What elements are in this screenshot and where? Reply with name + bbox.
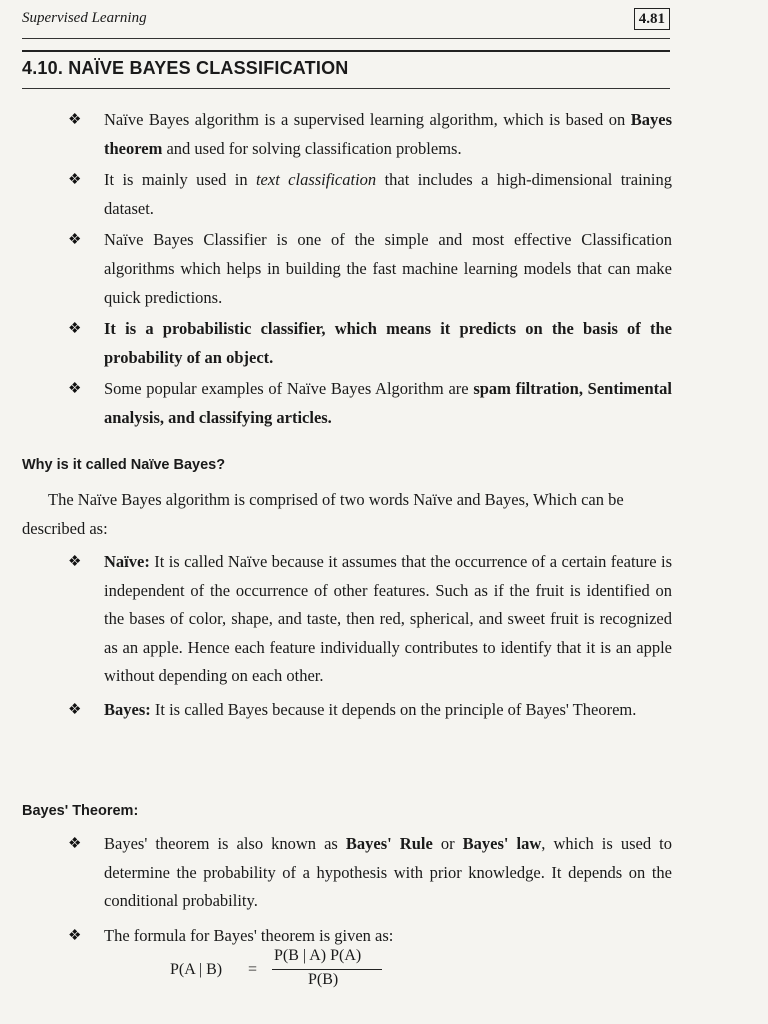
bullet-italic-text: text classification — [255, 170, 377, 190]
bullet-text: It is called Bayes because it depends on the principle of Bayes' Theorem. — [150, 699, 637, 719]
diamond-bullet-icon: ❖ — [68, 321, 82, 338]
bullet-text: , which is used to determine the probability of a hypothesis with prior knowledge. It depends on the conditional probability. — [104, 834, 672, 911]
bullet-text: Naïve Bayes Classifier is one of the simple and most effective Classification algorithms which helps in building the fast machine learning models that can make quick predictions. — [104, 230, 672, 307]
list-item — [68, 106, 672, 163]
why-heading: Why is it called Naïve Bayes? — [22, 457, 226, 473]
bullet-text: The formula for Bayes' theorem is given as: — [104, 925, 394, 945]
bayes-formula — [170, 947, 420, 997]
bullet-text: and used for solving classification problems. — [162, 138, 462, 158]
formula-lhs: P(A | B) — [170, 961, 223, 978]
bullet-bold-text: Bayes theorem — [104, 110, 672, 158]
diamond-bullet-icon: ❖ — [68, 381, 82, 398]
formula-numerator: P(B | A) P(A) — [274, 947, 362, 964]
list-item — [68, 696, 672, 725]
bullet-text: or — [432, 834, 463, 853]
why-paragraph: The Naïve Bayes algorithm is comprised of two words Naïve and Bayes, Which can be described as: — [22, 490, 624, 538]
running-header — [22, 8, 670, 32]
section-bottom-rule — [22, 88, 670, 89]
section-top-rule — [22, 50, 670, 52]
formula-denominator: P(B) — [308, 971, 339, 988]
formula-equals: = — [248, 961, 258, 978]
bullet-term: Naïve: — [104, 552, 150, 571]
fraction-bar — [272, 969, 382, 970]
bullet-text: that includes a high-dimensional training dataset. — [104, 170, 673, 218]
header-rule — [22, 38, 670, 39]
bullet-bold-text: Bayes' law — [462, 834, 542, 853]
why-bullet-list — [68, 548, 672, 725]
section-title: 4.10. NAÏVE BAYES CLASSIFICATION — [22, 58, 349, 78]
bullet-text: Some popular examples of Naïve Bayes Algorithm are — [104, 379, 474, 399]
bullet-bold-text: It is a probabilistic classifier, which means it predicts on the basis of the probability of an object. — [104, 319, 672, 367]
bullet-bold-text: Bayes' Rule — [345, 834, 433, 853]
theorem-heading: Bayes' Theorem: — [22, 803, 139, 819]
running-header-title: Supervised Learning — [22, 10, 147, 26]
diamond-bullet-icon: ❖ — [68, 232, 82, 249]
diamond-bullet-icon: ❖ — [68, 836, 82, 852]
bullet-text: It is mainly used in — [104, 170, 256, 190]
list-item — [68, 548, 672, 691]
diamond-bullet-icon: ❖ — [68, 112, 82, 128]
bullet-text: Naïve Bayes algorithm is a supervised learning algorithm, which is based on — [104, 110, 631, 129]
bullet-bold-text: spam filtration, Sentimental analysis, and classifying articles. — [104, 379, 672, 427]
bullet-text: Bayes' theorem is also known as — [104, 834, 346, 853]
diamond-bullet-icon: ❖ — [68, 172, 82, 189]
list-item — [68, 166, 672, 223]
list-item — [68, 315, 672, 372]
bullet-term: Bayes: — [104, 699, 151, 719]
diamond-bullet-icon: ❖ — [68, 701, 82, 718]
list-item — [68, 226, 672, 312]
theorem-bullet-list — [68, 830, 672, 950]
bullet-text: It is called Naïve because it assumes that the occurrence of a certain feature is independent of the occurrence of other features. Such as if the fruit is identified on the bases of color, shape, and taste, then red, spherical, and sweet fruit is recognized as an apple. Hence each feature individually contributes to identify that it is an apple without depending on each other. — [104, 552, 672, 686]
list-item — [68, 375, 672, 432]
intro-bullet-list — [68, 106, 672, 433]
diamond-bullet-icon: ❖ — [68, 927, 82, 944]
diamond-bullet-icon: ❖ — [68, 554, 82, 570]
page-number: 4.81 — [634, 8, 670, 30]
list-item — [68, 830, 672, 916]
